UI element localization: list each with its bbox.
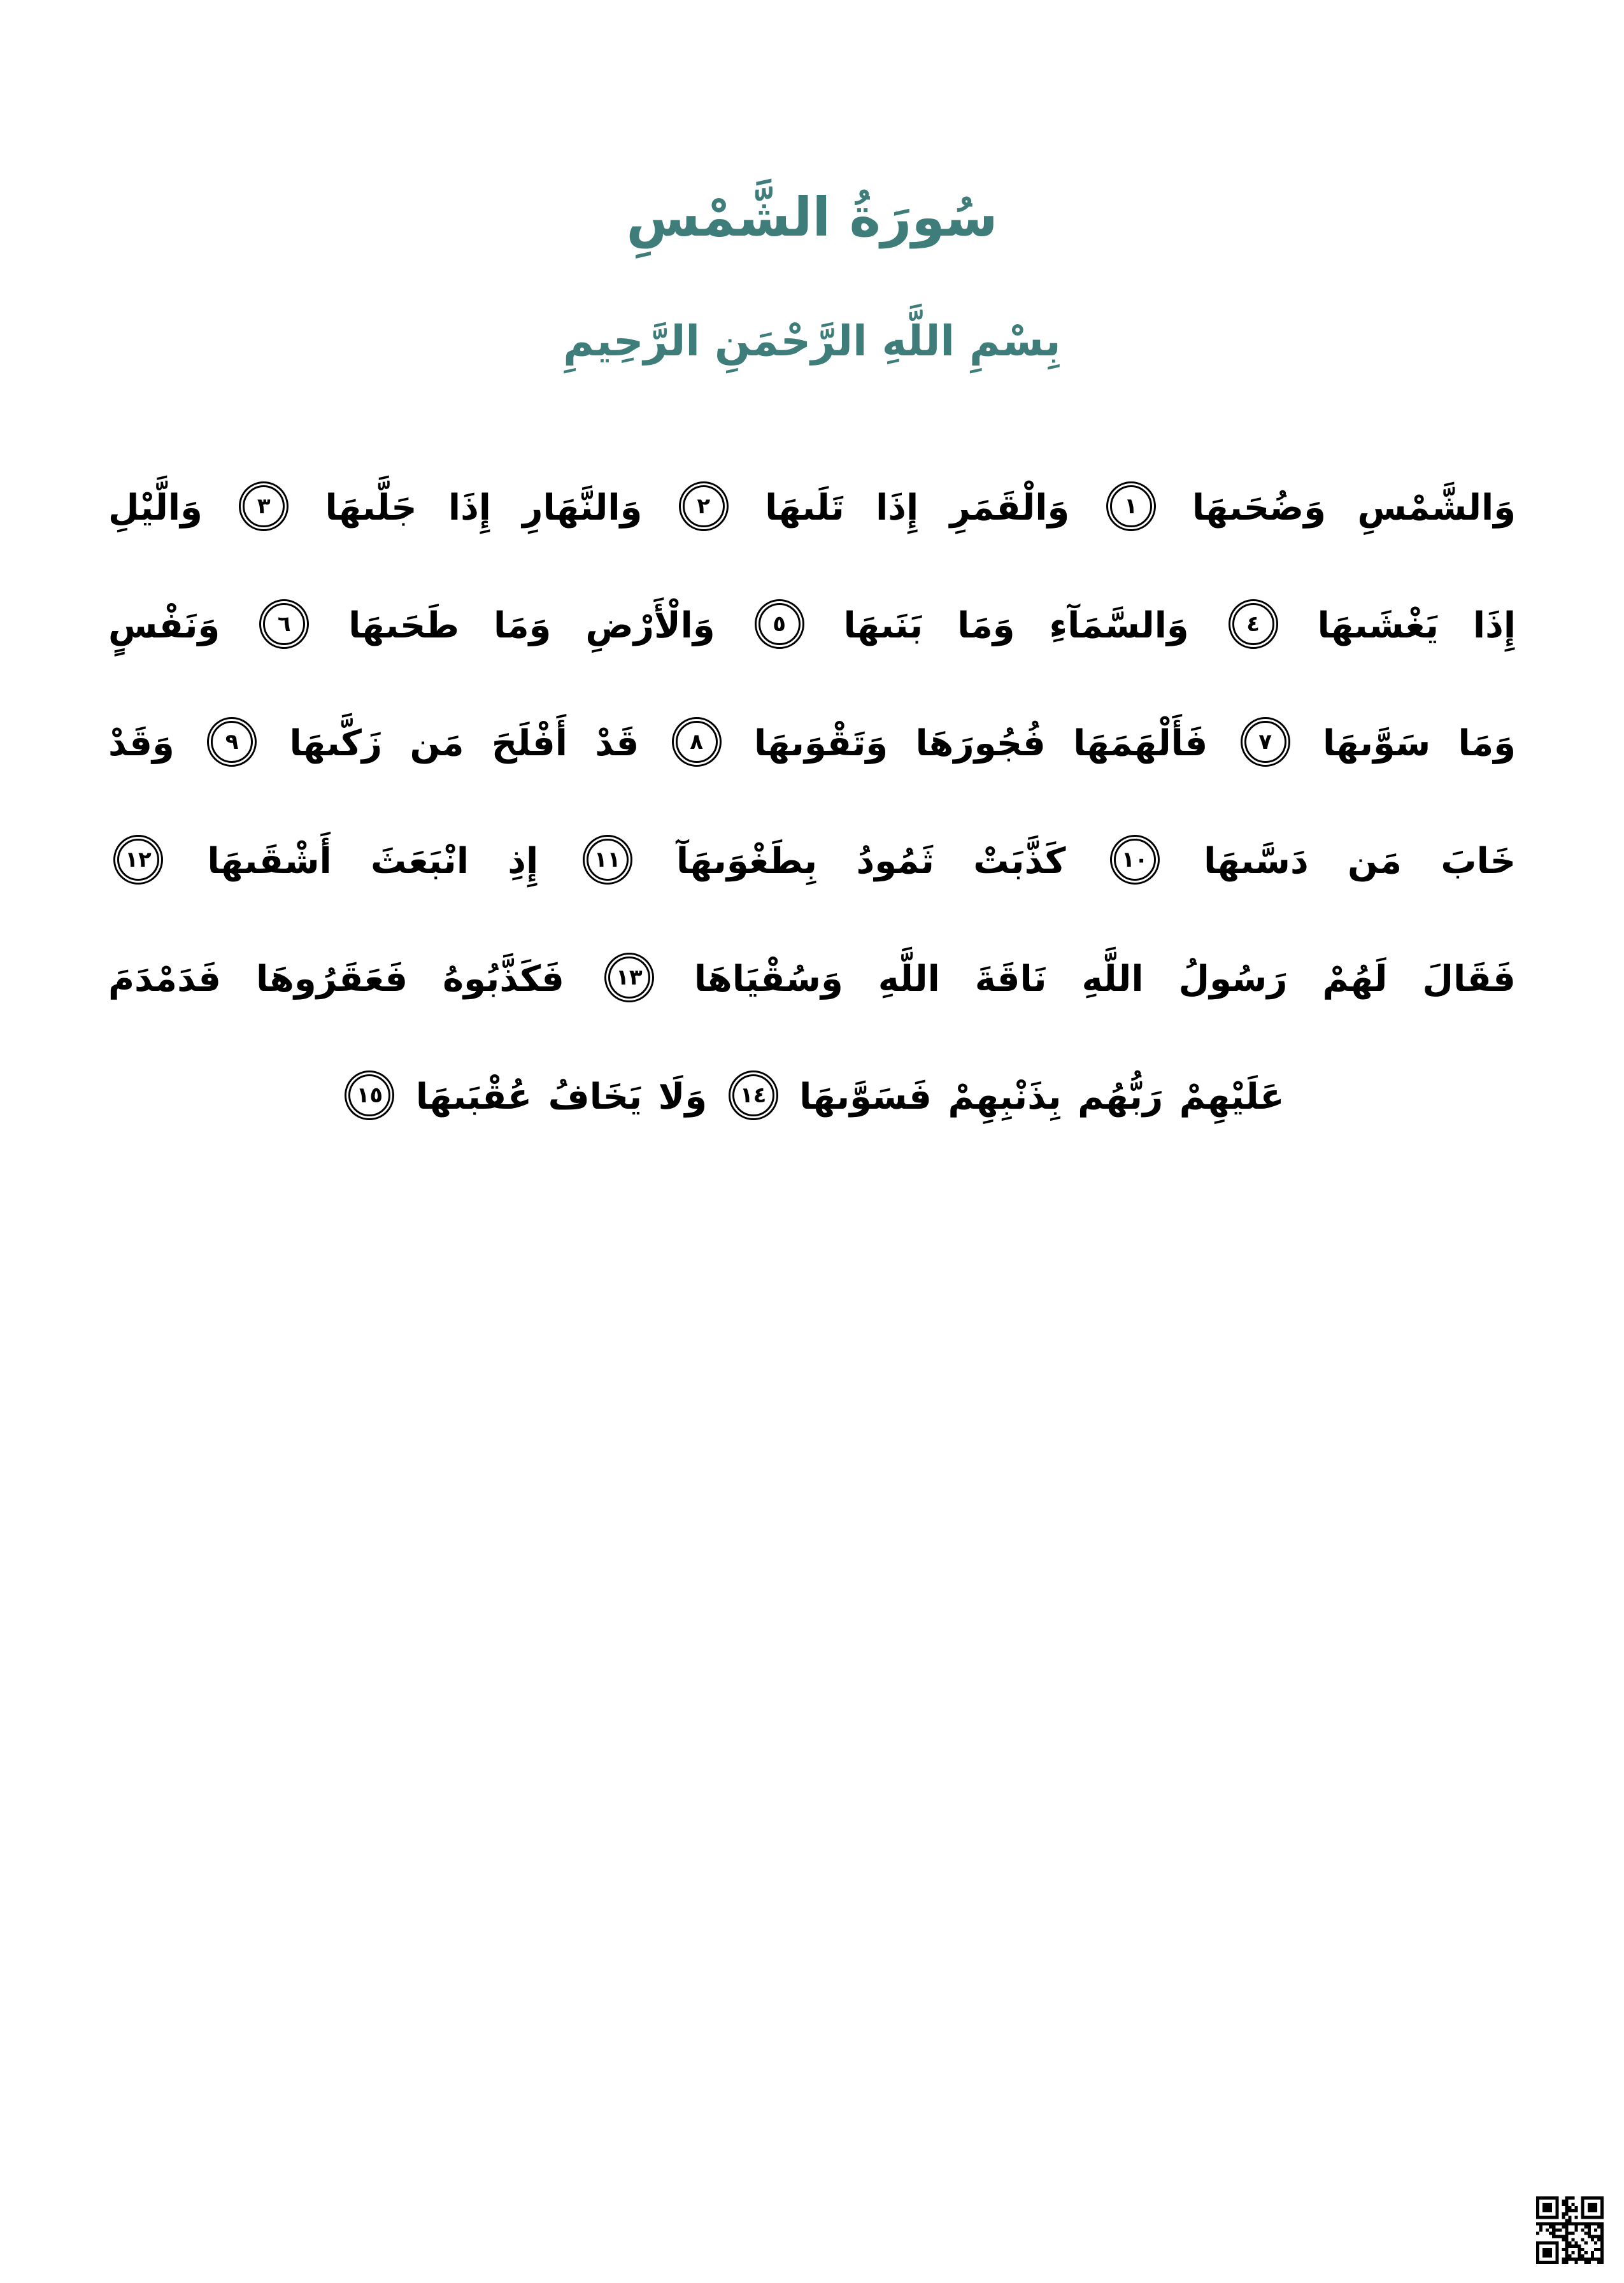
verse-text: وَالْأَرْضِ وَمَا طَحَىهَا [348, 605, 715, 647]
verse-text: وَالَّيْلِ [108, 487, 203, 529]
verse-line [108, 1038, 1516, 1156]
ayah-number-marker: ١٤ [729, 1070, 778, 1120]
verse-text: فَكَذَّبُوهُ فَعَقَرُوهَا فَدَمْدَمَ [108, 958, 564, 1000]
verse-text: قَدْ أَفْلَحَ مَن زَكَّىهَا [289, 723, 639, 765]
verse-line [108, 449, 1516, 567]
verse-text: وَمَا سَوَّىهَا [1322, 723, 1516, 765]
verse-line [108, 685, 1516, 802]
ayah-number-marker: ٣ [239, 481, 288, 531]
ayah-number-marker: ١٠ [1110, 835, 1160, 885]
ayah-number-marker: ٢ [679, 481, 729, 531]
ayah-number-marker: ١٣ [604, 953, 654, 1002]
verse-text: وَالْقَمَرِ إِذَا تَلَىهَا [765, 487, 1070, 529]
ayah-number-marker: ٦ [259, 599, 309, 649]
verse-text: وَالنَّهَارِ إِذَا جَلَّىهَا [325, 487, 643, 529]
verse-lines [108, 449, 1516, 1156]
bismillah-text: بِسْمِ اللَّهِ الرَّحْمَنِ الرَّحِيمِ [563, 316, 1061, 366]
ayah-number-marker: ٧ [1241, 717, 1290, 767]
verse-text: إِذِ انْبَعَثَ أَشْقَىهَا [207, 841, 539, 883]
quran-page [0, 181, 1624, 2283]
verse-text: وَلَا يَخَافُ عُقْبَىهَا [415, 1076, 708, 1118]
verse-text: وَقَدْ [108, 723, 175, 765]
ayah-number-marker: ١٢ [113, 835, 163, 885]
verse-line [108, 802, 1516, 920]
verse-text: خَابَ مَن دَسَّىهَا [1204, 841, 1516, 883]
surah-title: سُورَةُ الشَّمْسِ [626, 186, 998, 248]
verse-text: فَأَلْهَمَهَا فُجُورَهَا وَتَقْوَىهَا [753, 723, 1208, 765]
verse-line [108, 920, 1516, 1038]
verse-text: عَلَيْهِمْ رَبُّهُم بِذَنْبِهِمْ فَسَوَّىهَا [799, 1076, 1285, 1118]
ayah-number-marker: ٩ [207, 717, 257, 767]
verse-text: وَالسَّمَآءِ وَمَا بَنَىهَا [843, 605, 1189, 647]
verse-text: فَقَالَ لَهُمْ رَسُولُ اللَّهِ نَاقَةَ اللَّهِ وَسُقْيَاهَا [694, 958, 1516, 1000]
ayah-number-marker: ١١ [583, 835, 632, 885]
verse-text: إِذَا يَغْشَىهَا [1317, 605, 1516, 647]
verse-text: كَذَّبَتْ ثَمُودُ بِطَغْوَىهَآ [676, 841, 1066, 883]
verse-text: وَالشَّمْسِ وَضُحَىهَا [1192, 487, 1516, 529]
ayah-number-marker: ٥ [755, 599, 804, 649]
ayah-number-marker: ١ [1106, 481, 1156, 531]
ayah-number-marker: ٨ [672, 717, 722, 767]
qr-code-icon [1536, 2196, 1604, 2264]
ayah-number-marker: ٤ [1229, 599, 1278, 649]
verse-line [108, 567, 1516, 685]
ayah-number-marker: ١٥ [345, 1070, 394, 1120]
verse-text: وَنَفْسٍ [108, 605, 220, 647]
